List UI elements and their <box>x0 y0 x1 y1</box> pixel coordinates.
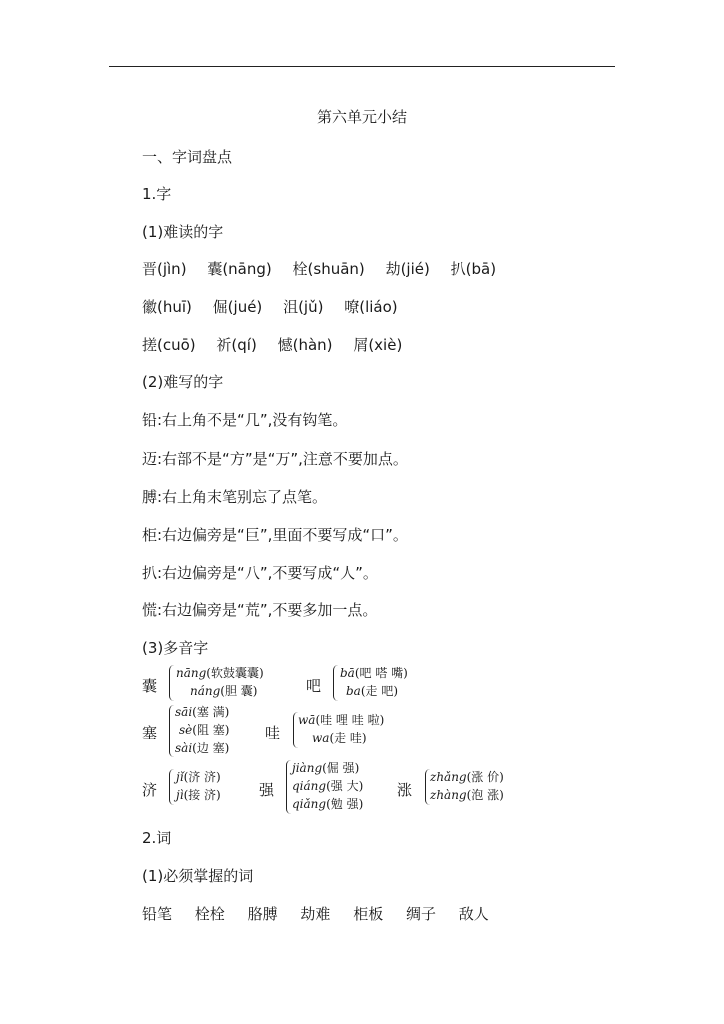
subsection-heading: 2.词 <box>142 829 172 847</box>
hard-write-item: 扒:右边偏旁是“八”,不要写成“人”。 <box>142 564 378 582</box>
word-list <box>142 904 507 924</box>
polyphone-reading: zhǎng(涨 价) <box>430 770 504 784</box>
polyphone-char: 吧 <box>306 677 322 695</box>
header-rule <box>109 66 615 67</box>
polyphone-reading: jǐ(济 济) <box>176 770 221 784</box>
word-item: 胳膊 <box>247 905 278 923</box>
polyphone-char: 涨 <box>397 781 413 799</box>
hard-write-item: 迈:右部不是“方”是“万”,注意不要加点。 <box>142 450 408 468</box>
hard-write-item: 铅:右上角不是“几”,没有钩笔。 <box>142 411 348 429</box>
brace <box>333 665 339 701</box>
polyphone-reading: sè(阻 塞) <box>179 723 230 737</box>
word-item: 敌人 <box>458 905 489 923</box>
must-master-heading: (1)必须掌握的词 <box>142 867 254 885</box>
section-heading: 一、字词盘点 <box>142 148 233 166</box>
hard-read-heading: (1)难读的字 <box>142 223 224 241</box>
hard-read-row <box>142 297 414 317</box>
polyphone-char: 强 <box>259 781 275 799</box>
polyphone-reading: zhàng(泡 涨) <box>430 788 504 802</box>
hard-read-entry: 扒(bā) <box>450 260 497 278</box>
polyphone-reading: wā(哇 哩 哇 啦) <box>298 713 385 727</box>
hard-read-entry: 屑(xiè) <box>353 336 403 354</box>
hard-read-row <box>142 259 512 279</box>
polyphone-reading: jiàng(倔 强) <box>292 761 360 775</box>
polyphone-heading: (3)多音字 <box>142 639 209 657</box>
hard-read-entry: 栓(shuān) <box>292 260 365 278</box>
polyphone-reading: jì(接 济) <box>176 788 221 802</box>
polyphone-char: 哇 <box>265 724 281 742</box>
word-item: 铅笔 <box>142 905 173 923</box>
hard-read-entry: 倔(jué) <box>212 298 263 316</box>
hard-read-entry: 徽(huī) <box>142 298 192 316</box>
polyphone-reading: wa(走 哇) <box>312 731 367 745</box>
hard-write-item: 膊:右上角末笔别忘了点笔。 <box>142 488 328 506</box>
polyphone-char: 塞 <box>142 724 158 742</box>
polyphone-reading: nāng(软鼓囊囊) <box>176 666 264 680</box>
hard-read-entry: 劫(jié) <box>385 260 430 278</box>
polyphone-reading: bā(吧 嗒 嘴) <box>340 666 408 680</box>
word-item: 栓栓 <box>194 905 225 923</box>
polyphone-reading: náng(胆 囊) <box>190 684 258 698</box>
subsection-heading: 1.字 <box>142 185 172 203</box>
hard-write-heading: (2)难写的字 <box>142 373 224 391</box>
polyphone-char: 济 <box>142 781 158 799</box>
polyphone-reading: qiǎng(勉 强) <box>292 797 364 811</box>
polyphone-reading: ba(走 吧) <box>346 684 399 698</box>
hard-read-entry: 嘹(liáo) <box>344 298 398 316</box>
polyphone-reading: sāi(塞 满) <box>175 705 230 719</box>
word-item: 柜板 <box>353 905 384 923</box>
page-title: 第六单元小结 <box>316 108 407 126</box>
hard-write-item: 慌:右边偏旁是“荒”,不要多加一点。 <box>142 601 378 619</box>
hard-read-entry: 囊(nāng) <box>207 260 272 278</box>
polyphone-reading: sài(边 塞) <box>175 741 230 755</box>
brace <box>169 665 175 701</box>
hard-read-entry: 晋(jìn) <box>142 260 187 278</box>
word-item: 绸子 <box>405 905 436 923</box>
hard-read-entry: 祈(qí) <box>216 336 257 354</box>
hard-read-row <box>142 335 418 355</box>
word-item: 劫难 <box>300 905 331 923</box>
brace <box>169 769 175 805</box>
polyphone-char: 囊 <box>142 677 158 695</box>
hard-write-item: 柜:右边偏旁是“巨”,里面不要写成“口”。 <box>142 526 408 544</box>
polyphone-reading: qiáng(强 大) <box>292 779 364 793</box>
hard-read-entry: 沮(jǔ) <box>283 298 324 316</box>
hard-read-entry: 搓(cuō) <box>142 336 196 354</box>
hard-read-entry: 憾(hàn) <box>277 336 333 354</box>
